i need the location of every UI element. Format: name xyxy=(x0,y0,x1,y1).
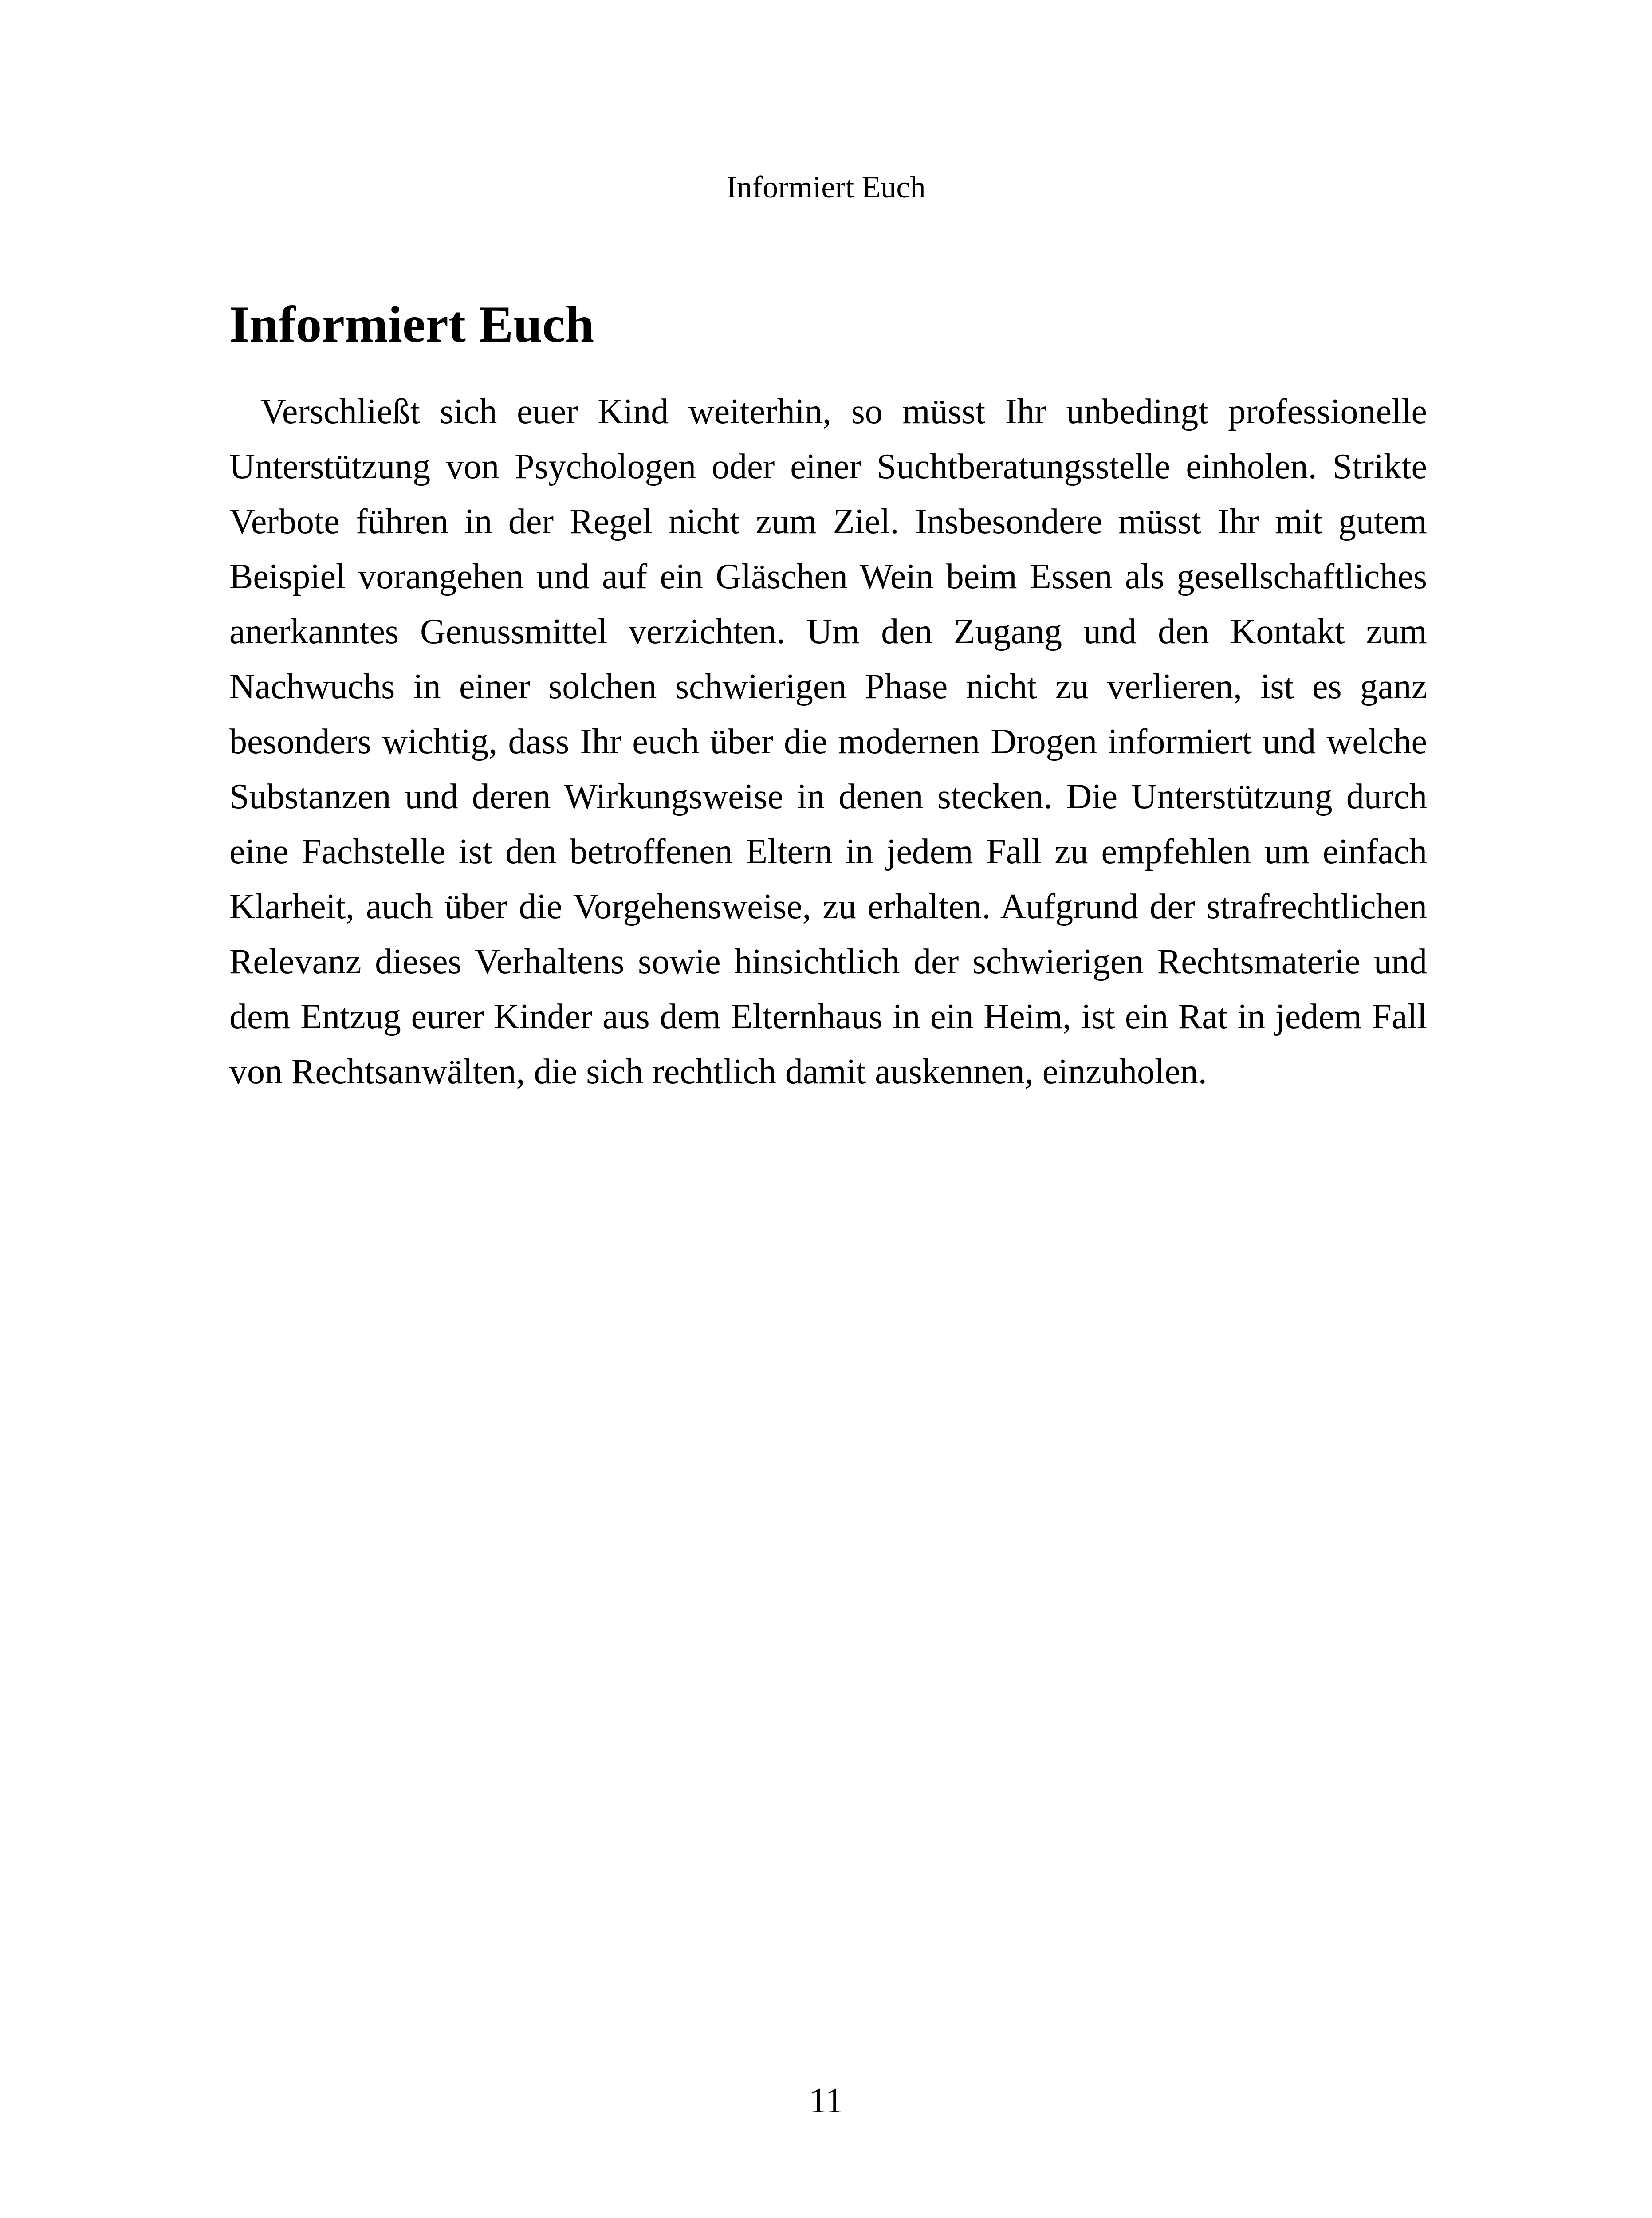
page-number: 11 xyxy=(809,2081,843,2120)
chapter-title: Informiert Euch xyxy=(229,296,594,353)
running-header: Informiert Euch xyxy=(726,170,926,204)
body-paragraph: Verschließt sich euer Kind weiterhin, so müsst Ihr unbedingt professionelle Unterstützung von Psychologen oder einer Suchtberatungsstelle einholen. Strikte Verbote führen in der Regel nicht zum Ziel. Insbesondere müsst Ihr mit gutem Beispiel vorangehen und auf ein Gläschen Wein beim Essen als gesellschaftliches anerkanntes Genussmittel verzichten. Um den Zugang und den Kontakt zum Nachwuchs in einer solchen schwierigen Phase nicht zu verlieren, ist es ganz besonders wichtig, dass Ihr euch über die modernen Drogen informiert und welche Substanzen und deren Wirkungsweise in denen stecken. Die Unterstützung durch eine Fachstelle ist den betroffenen Eltern in jedem Fall zu empfehlen um einfach Klarheit, auch über die Vorgehensweise, zu erhalten. Aufgrund der strafrechtlichen Relevanz dieses Verhaltens sowie hinsichtlich der schwierigen Rechtsmaterie und dem Entzug eurer Kinder aus dem Elternhaus in ein Heim, ist ein Rat in jedem Fall von Rechtsanwälten, die sich rechtlich damit auskennen, einzuholen. xyxy=(229,392,1427,1091)
